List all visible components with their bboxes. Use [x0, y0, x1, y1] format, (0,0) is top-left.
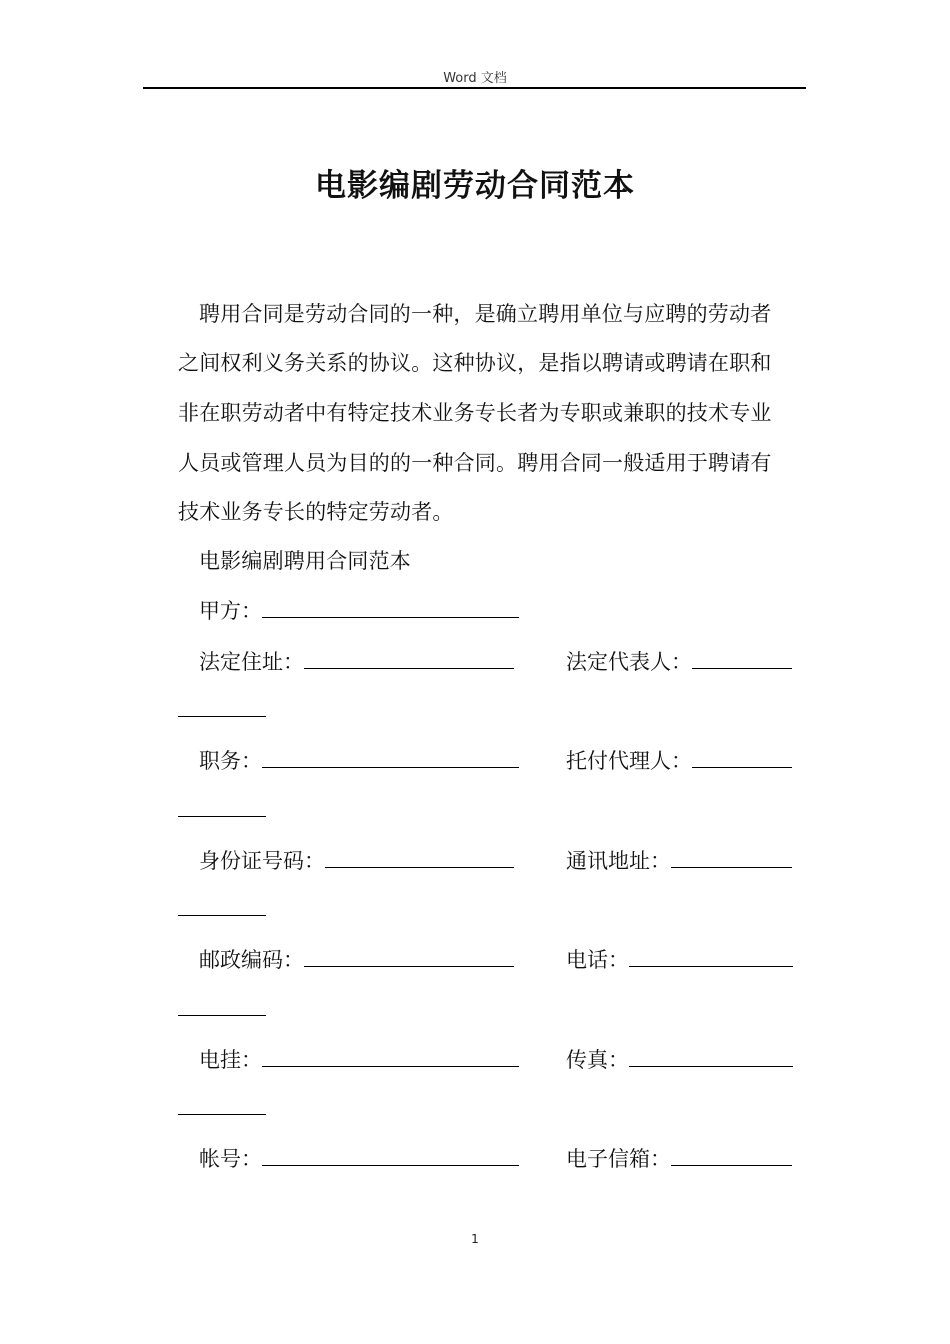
field-phone: [566, 944, 793, 974]
legal-rep-blank[interactable]: [692, 648, 792, 669]
document-title: 电影编剧劳动合同范本: [315, 168, 635, 204]
agent-blank[interactable]: [692, 747, 792, 768]
field-agent-label: 托付代理人：: [566, 749, 692, 773]
mail-address-blank[interactable]: [671, 847, 792, 868]
field-phone-label: 电话：: [566, 948, 629, 972]
field-mail-address: [566, 845, 792, 875]
intro-line-5: 技术业务专长的特定劳动者。: [178, 500, 454, 524]
position-blank[interactable]: [262, 747, 519, 768]
field-id-number-label: 身份证号码：: [199, 849, 325, 873]
field-legal-address: [199, 646, 514, 676]
contract-subtitle: 电影编剧聘用合同范本: [199, 549, 411, 573]
field-tel-hang-label: 电挂：: [199, 1048, 262, 1072]
field-legal-rep-label: 法定代表人：: [566, 650, 692, 674]
intro-line-2: 之间权利义务关系的协议。这种协议，是指以聘请或聘请在职和: [178, 351, 772, 375]
field-fax: [566, 1044, 793, 1074]
field-email: [566, 1143, 792, 1173]
postal-code-blank[interactable]: [304, 946, 514, 967]
phone-blank[interactable]: [629, 946, 793, 967]
header-divider: [143, 87, 806, 89]
phone-blank-continued[interactable]: [178, 1015, 266, 1016]
email-blank[interactable]: [671, 1145, 792, 1166]
legal-rep-blank-continued[interactable]: [178, 716, 266, 717]
page-number: 1: [471, 1232, 479, 1246]
fax-blank-continued[interactable]: [178, 1114, 266, 1115]
id-number-blank[interactable]: [325, 847, 514, 868]
field-agent: [566, 745, 792, 775]
account-blank[interactable]: [262, 1145, 519, 1166]
header-label: Word 文档: [443, 71, 507, 86]
intro-line-1: 聘用合同是劳动合同的一种，是确立聘用单位与应聘的劳动者: [199, 302, 772, 326]
legal-address-blank[interactable]: [304, 648, 514, 669]
field-fax-label: 传真：: [566, 1048, 629, 1072]
field-email-label: 电子信箱：: [566, 1147, 671, 1171]
party-a-blank[interactable]: [262, 597, 519, 618]
field-legal-rep: [566, 646, 792, 676]
field-mail-address-label: 通讯地址：: [566, 849, 671, 873]
intro-line-4: 人员或管理人员为目的的一种合同。聘用合同一般适用于聘请有: [178, 451, 772, 475]
field-postal-code-label: 邮政编码：: [199, 948, 304, 972]
field-legal-address-label: 法定住址：: [199, 650, 304, 674]
field-position: [199, 745, 519, 775]
field-postal-code: [199, 944, 514, 974]
tel-hang-blank[interactable]: [262, 1046, 519, 1067]
field-party-a: [199, 595, 519, 625]
field-account: [199, 1143, 519, 1173]
field-tel-hang: [199, 1044, 519, 1074]
fax-blank[interactable]: [629, 1046, 793, 1067]
field-account-label: 帐号：: [199, 1147, 262, 1171]
field-id-number: [199, 845, 514, 875]
agent-blank-continued[interactable]: [178, 816, 266, 817]
mail-address-blank-continued[interactable]: [178, 915, 266, 916]
field-position-label: 职务：: [199, 749, 262, 773]
field-party-a-label: 甲方：: [199, 599, 262, 623]
intro-line-3: 非在职劳动者中有特定技术业务专长者为专职或兼职的技术专业: [178, 401, 772, 425]
